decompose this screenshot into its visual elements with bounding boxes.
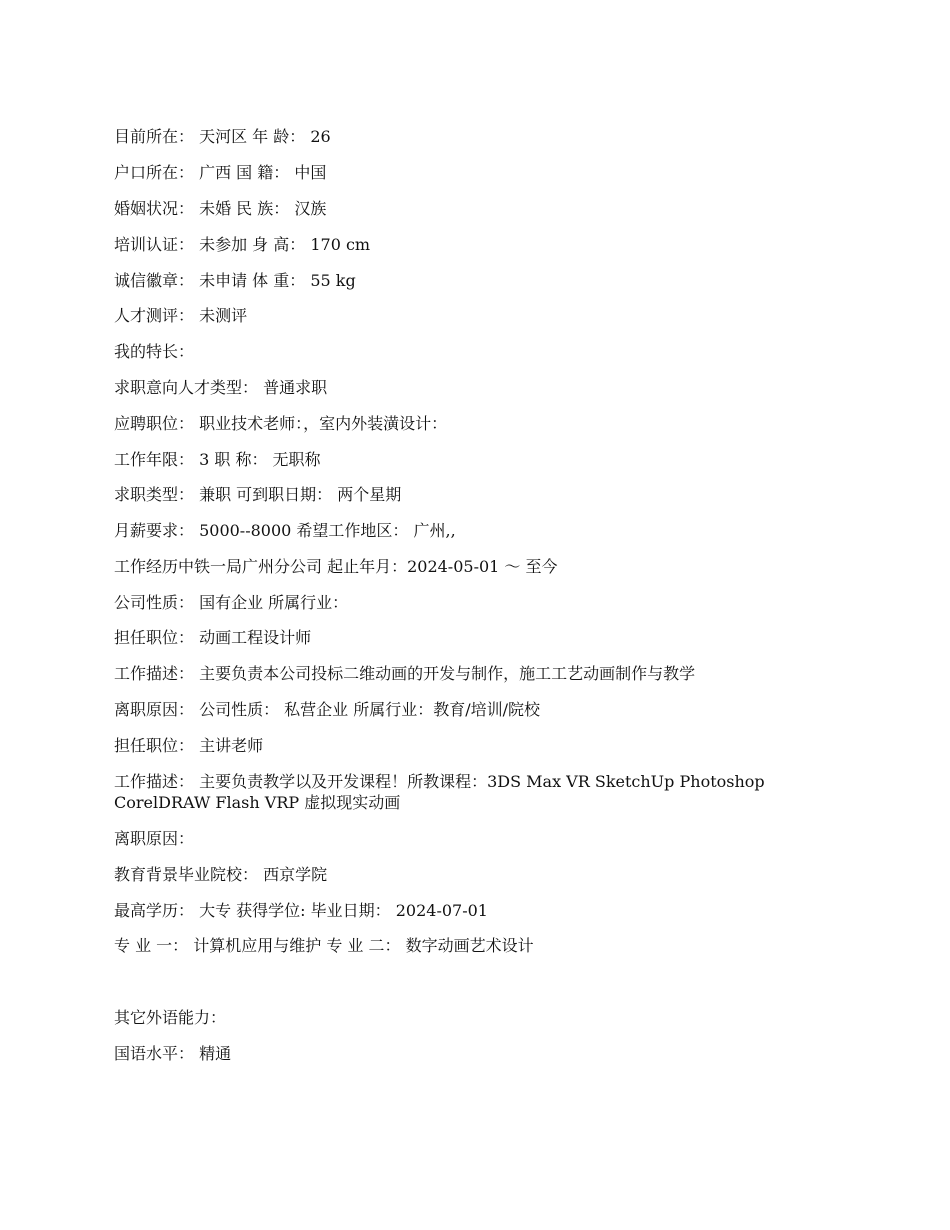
work-history-heading-line: 工作经历中铁一局广州分公司 起止年月：2024-05-01 ～ 至今 (114, 557, 558, 576)
majors-line: 专 业 一： 计算机应用与维护 专 业 二： 数字动画艺术设计 (114, 936, 534, 955)
hukou-nationality-line: 户口所在： 广西 国 籍： 中国 (114, 163, 327, 182)
education-school-line: 教育背景毕业院校： 西京学院 (114, 865, 328, 884)
training-height-line: 培训认证： 未参加 身 高： 170 cm (114, 235, 371, 254)
job-description-line-1: 工作描述： 主要负责本公司投标二维动画的开发与制作，施工工艺动画制作与教学 (114, 664, 696, 683)
location-age-line: 目前所在： 天河区 年 龄： 26 (114, 127, 331, 146)
salary-region-line: 月薪要求： 5000--8000 希望工作地区： 广州,, (114, 521, 456, 540)
mandarin-level-line: 国语水平： 精通 (114, 1044, 232, 1063)
other-languages-line: 其它外语能力： (114, 1008, 227, 1027)
work-years-title-line: 工作年限： 3 职 称： 无职称 (114, 450, 321, 469)
job-seeker-type-line: 求职意向人才类型： 普通求职 (114, 378, 328, 397)
leave-reason-line: 离职原因： (114, 829, 195, 848)
assessment-line: 人才测评： 未测评 (114, 306, 248, 325)
specialty-line: 我的特长： (114, 342, 195, 361)
job-type-availability-line: 求职类型： 兼职 可到职日期： 两个星期 (114, 485, 402, 504)
position-line-2: 担任职位： 主讲老师 (114, 736, 264, 755)
applied-position-line: 应聘职位： 职业技术老师：，室内外装潢设计： (114, 414, 448, 433)
position-line-1: 担任职位： 动画工程设计师 (114, 628, 312, 647)
company-nature-line: 公司性质： 国有企业 所属行业： (114, 593, 349, 612)
degree-graduation-line: 最高学历： 大专 获得学位: 毕业日期： 2024-07-01 (114, 901, 488, 920)
marital-ethnicity-line: 婚姻状况： 未婚 民 族： 汉族 (114, 199, 327, 218)
job-description-line-2: 工作描述： 主要负责教学以及开发课程！所教课程：3DS Max VR SketchUp Photoshop CorelDRAW Flash VRP 虚拟现实动画 (114, 772, 765, 812)
leave-reason-company-line: 离职原因： 公司性质： 私营企业 所属行业：教育/培训/院校 (114, 700, 541, 719)
badge-weight-line: 诚信徽章： 未申请 体 重： 55 kg (114, 271, 356, 290)
